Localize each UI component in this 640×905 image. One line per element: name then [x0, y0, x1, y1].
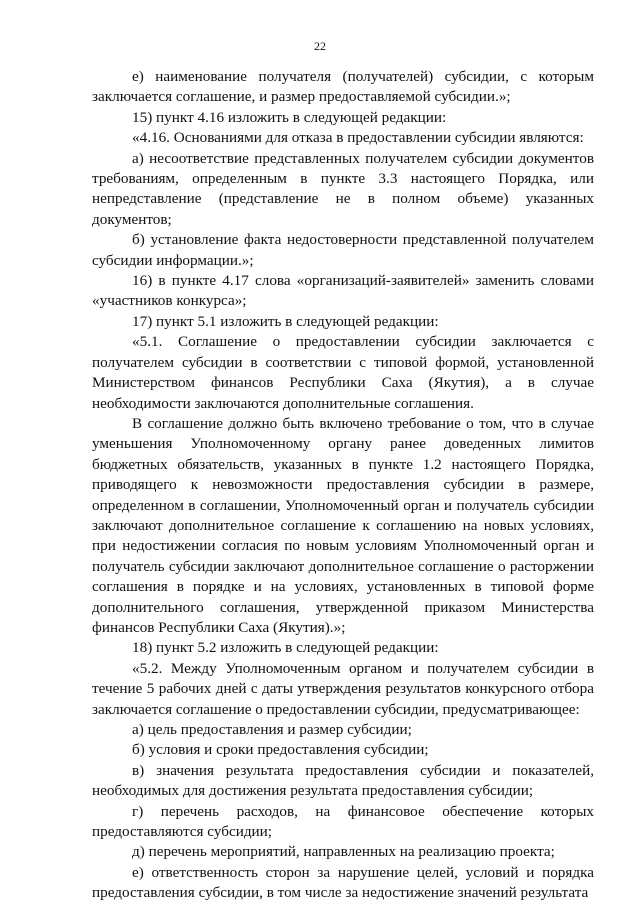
paragraph-item-b-false-info: б) установление факта недостоверности представленной получателем субсидии информации.»; [92, 231, 594, 269]
paragraph-item-a-mismatch: а) несоответствие представленных получателем субсидии документов требованиям, определенным в пункте 3.3 настоящего Порядка, или непредставление (представление не в полном объеме) указанных документов; [92, 149, 594, 228]
document-body [92, 67, 594, 904]
paragraph-item-e-recipient: е) наименование получателя (получателей) субсидии, с которым заключается соглашение, и размер предоставляемой субсидии.»; [92, 68, 594, 106]
paragraph-item-e-responsibility: е) ответственность сторон за нарушение целей, условий и порядка предоставления субсидии, в том числе за недостижение значений результата [92, 863, 594, 902]
paragraph-point-18: 18) пункт 5.2 изложить в следующей редакции: [132, 639, 439, 657]
paragraph-clause-4-16: «4.16. Основаниями для отказа в предоставлении субсидии являются: [132, 129, 584, 147]
paragraph-clause-5-1: «5.1. Соглашение о предоставлении субсидии заключается с получателем субсидии в соответствии с типовой формой, установленной Министерством финансов Республики Саха (Якутия), а в случае необходимости заключаются дополнительные соглашения. [92, 333, 594, 412]
paragraph-item-a-purpose: а) цель предоставления и размер субсидии; [132, 721, 412, 738]
paragraph-point-16: 16) в пункте 4.17 слова «организаций-заявителей» заменить словами «участников конкурса»; [92, 272, 594, 310]
paragraph-point-15: 15) пункт 4.16 изложить в следующей редакции: [132, 108, 447, 126]
paragraph-item-g-expenses: г) перечень расходов, на финансовое обеспечение которых предоставляются субсидии; [92, 802, 594, 841]
paragraph-clause-5-2: «5.2. Между Уполномоченным органом и получателем субсидии в течение 5 рабочих дней с даты утверждения результатов конкурсного отбора заключается соглашение о предоставлении субсидии, предусматривающее: [92, 659, 594, 718]
page-number: 22 [314, 39, 326, 53]
paragraph-item-d-activities: д) перечень мероприятий, направленных на реализацию проекта; [132, 843, 555, 861]
paragraph-point-17: 17) пункт 5.1 изложить в следующей редакции: [132, 312, 439, 330]
paragraph-item-b-conditions: б) условия и сроки предоставления субсидии; [132, 741, 429, 759]
paragraph-item-v-results: в) значения результата предоставления субсидии и показателей, необходимых для достижения результата предоставления субсидии; [92, 761, 594, 800]
paragraph-agreement-requirement: В соглашение должно быть включено требование о том, что в случае уменьшения Уполномоченному органу ранее доведенных лимитов бюджетных обязательств, указанных в пункте 1.2 настоящего Порядка, приводящего к невозможности предоставления субсидии в размере, определенном в соглашении, Уполномоченный орган и получатель субсидии заключают дополнительное соглашение к соглашению на новых условиях, при недостижении согласия по новым условиям Уполномоченный орган и получатель субсидии заключают дополнительное соглашение о расторжении соглашения в порядке и на условиях, установленных в типовой форме дополнительного соглашения, утвержденной приказом Министерства финансов Республики Саха (Якутия).»; [92, 414, 594, 636]
